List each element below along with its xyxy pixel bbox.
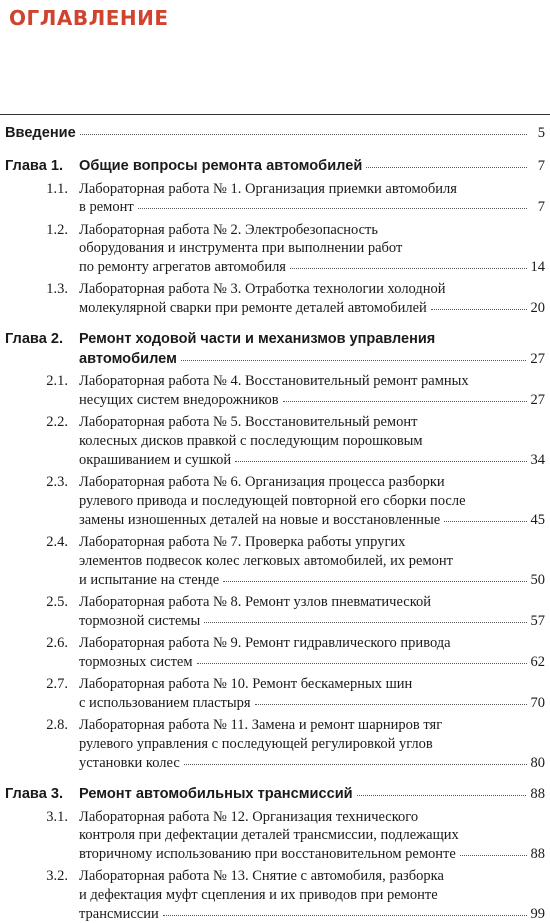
page-number: 5 (537, 125, 545, 141)
section-title: оборудования и инструмента при выполнении работ (79, 240, 403, 257)
section-title: и дефектация муфт сцепления и их приводов при ремонте (79, 887, 438, 904)
section-number: 2.3. (46, 474, 68, 491)
section-title: молекулярной сварки при ремонте деталей автомобилей (79, 300, 427, 317)
dot-leader (163, 903, 527, 916)
toc-entry-last-line (79, 451, 545, 469)
section-title: Лабораторная работа № 10. Ремонт бескамерных шин (79, 676, 413, 693)
toc-entry-last-line (79, 845, 545, 863)
page-number: 70 (530, 695, 545, 711)
dot-leader (357, 783, 527, 796)
section-number: 2.2. (46, 414, 68, 431)
dot-leader (444, 509, 526, 522)
chapter-number: Глава 3. (5, 786, 64, 802)
page-number: 34 (530, 452, 545, 469)
toc-heading-line (79, 350, 545, 368)
dot-leader (80, 122, 527, 135)
section-number: 2.1. (46, 373, 68, 390)
page-number: 88 (530, 846, 545, 863)
section-title: вторичному использованию при восстановительном ремонте (79, 846, 456, 863)
section-title: рулевого управления с последующей регулировкой углов (79, 736, 433, 752)
divider (0, 114, 550, 115)
dot-leader (235, 449, 526, 462)
page-number: 80 (530, 754, 545, 771)
toc-heading-line (79, 157, 545, 175)
page-number: 20 (530, 300, 545, 317)
toc-entry-last-line (79, 391, 545, 409)
toc-entry-last-line (79, 905, 545, 923)
section-title: по ремонту агрегатов автомобиля (79, 259, 286, 276)
section-title: рулевого привода и последующей повторной его сборки после (79, 493, 466, 510)
dot-leader (181, 348, 527, 361)
section-title: установки колес (79, 754, 180, 771)
chapter-title: Ремонт автомобильных трансмиссий (79, 786, 353, 802)
toc-entry-last-line (79, 754, 545, 772)
dot-leader (366, 155, 527, 168)
section-title: Лабораторная работа № 5. Восстановительный ремонт (79, 414, 418, 431)
page-number: 88 (530, 786, 545, 802)
section-title: и испытание на стенде (79, 572, 220, 588)
page-number: 50 (530, 572, 545, 588)
dot-leader (138, 196, 527, 209)
section-title: с использованием пластыря (79, 695, 251, 711)
section-title: Лабораторная работа № 9. Ремонт гидравлического привода (79, 635, 451, 652)
section-title: Лабораторная работа № 6. Организация процесса разборки (79, 474, 445, 491)
section-title: Лабораторная работа № 8. Ремонт узлов пневматической (79, 594, 432, 611)
toc-entry-last-line (79, 571, 545, 589)
page-number: 7 (537, 158, 545, 174)
chapter-title: Общие вопросы ремонта автомобилей (79, 158, 363, 174)
dot-leader (223, 569, 526, 582)
dot-leader (184, 752, 527, 765)
toc-entry-last-line (79, 612, 545, 630)
chapter-title: Ремонт ходовой части и механизмов управления (79, 331, 436, 348)
section-title: Лабораторная работа № 7. Проверка работы упругих (79, 534, 406, 551)
section-title: несущих систем внедорожников (79, 392, 279, 409)
toc-entry-last-line (79, 258, 545, 276)
toc-entry-last-line (79, 694, 545, 712)
page-number: 27 (530, 350, 545, 367)
section-title: трансмиссии (79, 906, 159, 923)
chapter-number: Глава 1. (5, 158, 64, 174)
dot-leader (204, 610, 526, 623)
section-title: Лабораторная работа № 11. Замена и ремонт шарниров тяг (79, 717, 443, 734)
dot-leader (197, 651, 527, 664)
page-title: ОГЛАВЛЕНИЕ (9, 6, 169, 30)
page-number: 45 (530, 512, 545, 529)
page-number: 7 (537, 199, 545, 216)
section-title: Лабораторная работа № 3. Отработка технологии холодной (79, 281, 446, 298)
dot-leader (255, 692, 527, 705)
chapter-title: автомобилем (79, 350, 177, 367)
chapter-number: Глава 2. (5, 331, 64, 348)
section-number: 3.1. (46, 808, 68, 825)
section-title: колесных дисков правкой с последующим порошковым (79, 433, 423, 450)
section-title: Лабораторная работа № 2. Электробезопасность (79, 221, 378, 238)
section-number: 1.1. (46, 180, 68, 197)
section-title: Лабораторная работа № 4. Восстановительный ремонт рамных (79, 373, 469, 390)
dot-leader (283, 389, 527, 402)
toc-entry-last-line (79, 299, 545, 317)
section-title: в ремонт (79, 199, 134, 216)
page-number: 27 (530, 392, 545, 409)
section-title: окрашиванием и сушкой (79, 452, 232, 469)
intro-label: Введение (5, 125, 76, 141)
dot-leader (431, 297, 527, 310)
section-title: контроля при дефектации деталей трансмиссии, подлежащих (79, 827, 459, 844)
section-title: Лабораторная работа № 13. Снятие с автомобиля, разборка (79, 868, 444, 885)
page-number: 62 (530, 654, 545, 670)
section-title: замены изношенных деталей на новые и восстановленные (79, 512, 441, 529)
page-number: 57 (530, 613, 545, 629)
section-title: элементов подвесок колес легковых автомобилей, их ремонт (79, 553, 453, 570)
section-number: 3.2. (46, 868, 68, 885)
section-title: Лабораторная работа № 1. Организация приемки автомобиля (79, 180, 457, 197)
section-number: 2.6. (46, 635, 68, 652)
page-number: 99 (530, 906, 545, 923)
toc-entry-last-line (79, 198, 545, 216)
section-title: Лабораторная работа № 12. Организация технического (79, 808, 419, 825)
section-number: 2.5. (46, 594, 68, 611)
section-number: 1.2. (46, 221, 68, 238)
section-title: тормозной системы (79, 613, 201, 629)
toc-entry-last-line (79, 511, 545, 529)
section-number: 1.3. (46, 281, 68, 298)
page-number: 14 (530, 259, 545, 276)
section-title: тормозных систем (79, 654, 193, 670)
dot-leader (290, 256, 527, 269)
toc-heading-line (5, 124, 545, 142)
toc-entry-last-line (79, 653, 545, 671)
dot-leader (460, 843, 527, 856)
section-number: 2.4. (46, 534, 68, 551)
toc-heading-line (79, 785, 545, 803)
section-number: 2.8. (46, 717, 68, 734)
section-number: 2.7. (46, 676, 68, 693)
